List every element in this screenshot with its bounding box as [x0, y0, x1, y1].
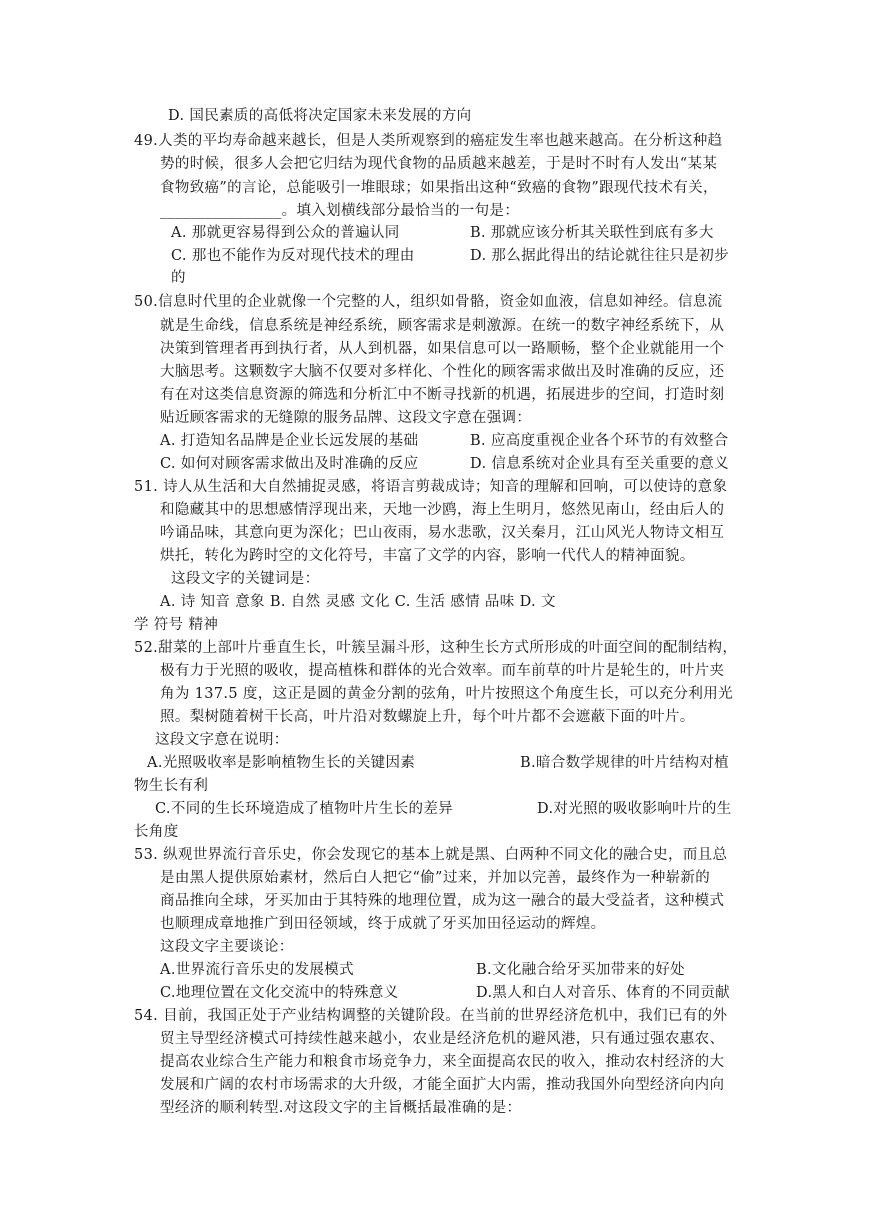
q49-stem-line: ________________。填入划横线部分最恰当的一句是：	[160, 203, 520, 219]
q50-stem-line: 大脑思考。这颗数字大脑不仅要对多样化、个性化的顾客需求做出及时准确的反应，还	[160, 364, 725, 380]
q52-option-d-cont: 长角度	[134, 824, 179, 840]
q49-option-b: B. 那就应该分析其关联性到底有多大	[470, 225, 714, 241]
q51-prompt: 这段文字的关键词是：	[171, 571, 320, 587]
q49-stem-line: 49.人类的平均寿命越来越长，但是人类所观察到的癌症发生率也越来越高。在分析这种趋	[134, 133, 723, 149]
q48-option-d: D. 国民素质的高低将决定国家未来发展的方向	[168, 108, 472, 124]
q53-option-b: B.文化融合给牙买加带来的好处	[476, 962, 686, 978]
q52-option-d: D.对光照的吸收影响叶片的生	[537, 801, 732, 817]
q50-option-c: C. 如何对顾客需求做出及时准确的反应	[160, 456, 419, 472]
q52-option-a: A.光照吸收率是影响植物生长的关键因素	[147, 755, 416, 771]
q52-option-c: C.不同的生长环境造成了植物叶片生长的差异	[155, 801, 454, 817]
q49-option-d: D. 那么据此得出的结论就往往只是初步	[470, 248, 729, 264]
q52-prompt: 这段文字意在说明：	[155, 732, 289, 748]
q52-option-b: B.暗合数学规律的叶片结构对植	[520, 755, 730, 771]
q52-option-b-cont: 物生长有利	[134, 778, 209, 794]
q54-stem-line: 54. 目前，我国正处于产业结构调整的关键阶段。在当前的世界经济危机中，我们已有的外	[134, 1008, 728, 1024]
q49-option-a: A. 那就更容易得到公众的普遍认同	[171, 225, 400, 241]
q53-option-c: C.地理位置在文化交流中的特殊意义	[160, 985, 399, 1001]
q51-stem-line: 吟诵品味，其意向更为深化；巴山夜雨，易水悲歌，汉关秦月，江山风光人物诗文相互	[160, 525, 725, 541]
q50-stem-line: 就是生命线，信息系统是神经系统，顾客需求是刺激源。在统一的数字神经系统下，从	[160, 318, 725, 334]
q54-stem-line: 发展和广阔的农村市场需求的大升级，才能全面扩大内需，推动我国外向型经济向内向	[160, 1077, 725, 1093]
q51-stem-line: 和隐藏其中的思想感情浮现出来，天地一沙鸥，海上生明月，悠然见南山，经由后人的	[160, 502, 725, 518]
q53-prompt: 这段文字主要谈论：	[160, 939, 294, 955]
q49-option-d-cont: 的	[171, 270, 186, 286]
q53-stem-line: 是由黑人提供原始素材，然后白人把它“偷”过来，并加以完善，最终作为一种崭新的	[160, 870, 711, 886]
q51-stem-line: 烘托，转化为跨时空的文化符号，丰富了文学的内容，影响一代代人的精神面貌。	[160, 548, 695, 564]
q52-stem-line: 照。梨树随着树干长高，叶片沿对数螺旋上升，每个叶片都不会遮蔽下面的叶片。	[160, 709, 695, 725]
q54-stem-line: 型经济的顺利转型.对这段文字的主旨概括最准确的是：	[160, 1100, 522, 1116]
q49-option-c: C. 那也不能作为反对现代技术的理由	[171, 248, 415, 264]
q54-stem-line: 提高农业综合生产能力和粮食市场竞争力，来全面提高农民的收入，推动农村经济的大	[160, 1054, 725, 1070]
q49-stem-line: 食物致癌”的言论，总能吸引一堆眼球；如果指出这种“致癌的食物”跟现代技术有关，	[160, 180, 718, 196]
q53-option-d: D.黑人和白人对音乐、体育的不同贡献	[476, 985, 731, 1001]
q51-options: A. 诗 知音 意象 B. 自然 灵感 文化 C. 生活 感情 品味 D. 文	[160, 594, 556, 610]
q53-stem-line: 也顺理成章地推广到田径领域，终于成就了牙买加田径运动的辉煌。	[160, 916, 606, 932]
q50-option-b: B. 应高度重视企业各个环节的有效整合	[470, 433, 729, 449]
q50-option-a: A. 打造知名品牌是企业长远发展的基础	[160, 433, 419, 449]
q53-stem-line: 53. 纵观世界流行音乐史，你会发现它的基本上就是黑、白两种不同文化的融合史，而且总	[134, 847, 728, 863]
q53-option-a: A.世界流行音乐史的发展模式	[160, 962, 354, 978]
q51-stem-line: 51. 诗人从生活和大自然捕捉灵感，将语言剪裁成诗；知音的理解和回响，可以使诗的意象	[134, 479, 728, 495]
q53-stem-line: 商品推向全球，牙买加由于其特殊的地理位置，成为这一融合的最大受益者，这种模式	[160, 893, 725, 909]
q50-stem-line: 50.信息时代里的企业就像一个完整的人，组织如骨骼，资金如血液，信息如神经。信息流	[134, 294, 723, 310]
q51-options-cont: 学 符号 精神	[134, 617, 219, 633]
q52-stem-line: 52.甜菜的上部叶片垂直生长，叶簇呈漏斗形，这种生长方式所形成的叶面空间的配制结构，	[134, 640, 738, 656]
q50-stem-line: 有在对这类信息资源的筛选和分析汇中不断寻找新的机遇，拓展进步的空间，打造时刻	[160, 387, 725, 403]
q52-stem-line: 极有力于光照的吸收，提高植株和群体的光合效率。而车前草的叶片是轮生的，叶片夹	[160, 663, 725, 679]
q50-stem-line: 决策到管理者再到执行者，从人到机器，如果信息可以一路顺畅，整个企业就能用一个	[160, 341, 725, 357]
q54-stem-line: 贸主导型经济模式可持续性越来越小，农业是经济危机的避风港，只有通过强农惠农、	[160, 1031, 725, 1047]
q50-stem-line: 贴近顾客需求的无缝隙的服务品牌、这段文字意在强调：	[160, 410, 532, 426]
q52-stem-line: 角为 137.5 度，这正是圆的黄金分割的弦角，叶片按照这个角度生长，可以充分利用光	[160, 686, 733, 702]
q50-option-d: D. 信息系统对企业具有至关重要的意义	[470, 456, 729, 472]
q49-stem-line: 势的时候，很多人会把它归结为现代食物的品质越来越差，于是时不时有人发出“某某	[160, 156, 718, 172]
